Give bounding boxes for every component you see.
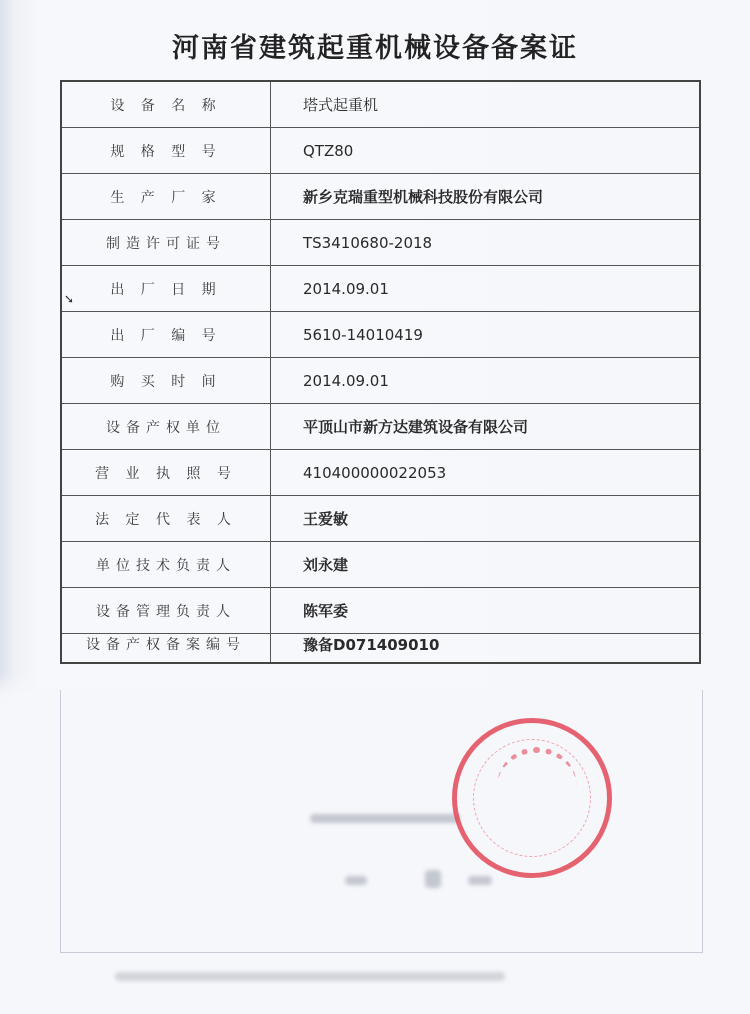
field-value: 5610-14010419	[271, 312, 701, 358]
table-row	[61, 266, 700, 312]
field-label: 设 备 名 称	[61, 81, 271, 128]
table-row	[61, 496, 700, 542]
field-value: 2014.09.01	[271, 266, 701, 312]
table-row	[61, 450, 700, 496]
field-label: 生 产 厂 家	[61, 174, 271, 220]
table-row	[61, 588, 700, 634]
field-label: 规 格 型 号	[61, 128, 271, 174]
field-value: 刘永建	[271, 542, 701, 588]
table-row	[61, 634, 700, 664]
blurred-text-line	[345, 876, 367, 885]
blurred-text-line	[115, 972, 505, 981]
field-value: 塔式起重机	[271, 81, 701, 128]
field-value: 陈军委	[271, 588, 701, 634]
table-row	[61, 404, 700, 450]
table-row	[61, 542, 700, 588]
seal-lettering	[497, 747, 577, 793]
blurred-text-line	[468, 876, 492, 885]
pen-mark: ➘	[64, 292, 75, 306]
field-value: QTZ80	[271, 128, 701, 174]
field-label: 出 厂 编 号	[61, 312, 271, 358]
field-value: 王爱敏	[271, 496, 701, 542]
field-value: 新乡克瑞重型机械科技股份有限公司	[271, 174, 701, 220]
table-row	[61, 358, 700, 404]
field-value: 410400000022053	[271, 450, 701, 496]
table-row	[61, 220, 700, 266]
field-value: TS3410680-2018	[271, 220, 701, 266]
table-row	[61, 81, 700, 128]
field-value: 豫备D071409010	[271, 634, 701, 664]
field-label: 购 买 时 间	[61, 358, 271, 404]
field-label: 法 定 代 表 人	[61, 496, 271, 542]
field-label: 出 厂 日 期	[61, 266, 271, 312]
field-label: 设备产权单位	[61, 404, 271, 450]
field-label: 制造许可证号	[61, 220, 271, 266]
field-label: 单位技术负责人	[61, 542, 271, 588]
field-label: 设备产权备案编号	[61, 634, 271, 664]
field-value: 平顶山市新方达建筑设备有限公司	[271, 404, 701, 450]
blurred-text-line	[425, 870, 441, 888]
registration-table	[60, 80, 701, 664]
field-label: 营 业 执 照 号	[61, 450, 271, 496]
blurred-text-line	[310, 814, 460, 823]
field-value: 2014.09.01	[271, 358, 701, 404]
field-label: 设备管理负责人	[61, 588, 271, 634]
table-row	[61, 174, 700, 220]
table-row	[61, 128, 700, 174]
official-seal	[452, 718, 612, 878]
document-title: 河南省建筑起重机械设备备案证	[172, 33, 578, 64]
table-row	[61, 312, 700, 358]
